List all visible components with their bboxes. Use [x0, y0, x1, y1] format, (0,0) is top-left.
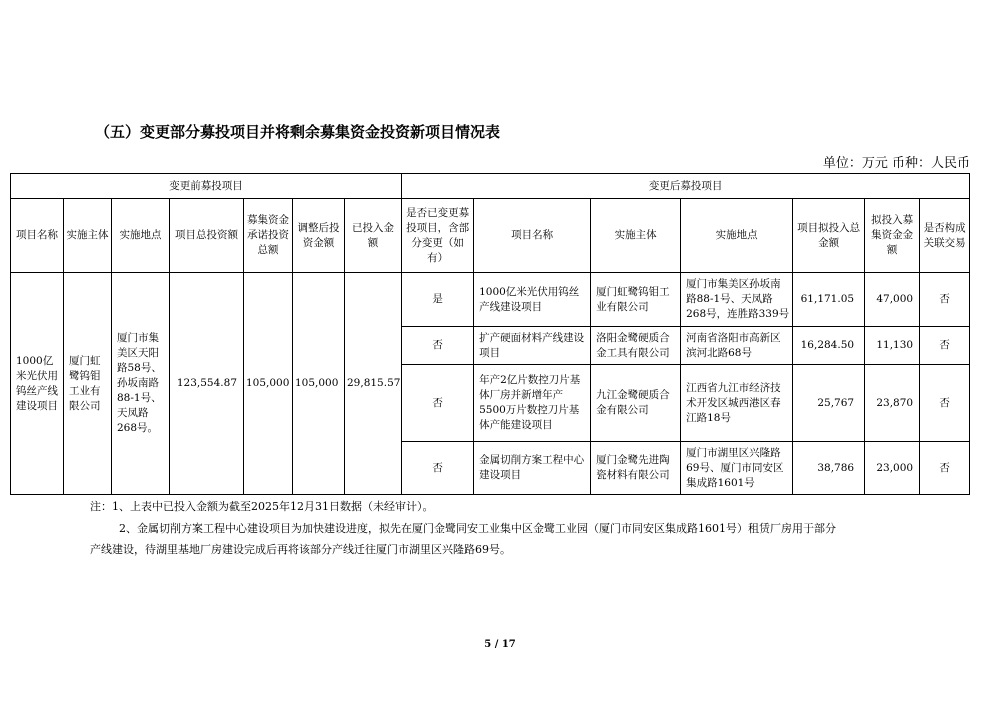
col-header: 募集资金承诺投资总额	[244, 199, 293, 273]
after-changed: 否	[402, 365, 474, 442]
before-committed-amount: 105,000	[244, 273, 293, 495]
after-changed: 否	[402, 327, 474, 365]
col-header: 调整后投资金额	[293, 199, 345, 273]
before-total-investment: 123,554.87	[170, 273, 244, 495]
before-adjusted-amount: 105,000	[293, 273, 345, 495]
after-location: 江西省九江市经济技术开发区城西港区春江路18号	[681, 365, 793, 442]
after-project-name: 1000亿米光伏用钨丝产线建设项目	[474, 273, 591, 327]
col-header: 是否已变更募投项目，含部分变更（如有）	[402, 199, 474, 273]
before-location: 厦门市集美区天阳路58号、孙坂南路88-1号、天凤路268号。	[112, 273, 170, 495]
after-related-transaction: 否	[920, 442, 970, 495]
col-header: 项目名称	[11, 199, 64, 273]
after-related-transaction: 否	[920, 273, 970, 327]
after-location: 厦门市湖里区兴隆路69号、厦门市同安区集成路1601号	[681, 442, 793, 495]
after-entity: 厦门虹鹭钨钼工业有限公司	[591, 273, 681, 327]
after-changed: 是	[402, 273, 474, 327]
before-invested-amount: 29,815.57	[345, 273, 402, 495]
after-entity: 九江金鹭硬质合金有限公司	[591, 365, 681, 442]
group-header-row	[11, 174, 970, 199]
footnote-1: 注：1、上表中已投入金额为截至2025年12月31日数据（未经审计）。	[90, 500, 434, 513]
after-entity: 洛阳金鹭硬质合金工具有限公司	[591, 327, 681, 365]
col-header: 项目拟投入总金额	[793, 199, 865, 273]
col-header: 拟投入募集资金金额	[865, 199, 920, 273]
after-project-name: 扩产硬面材料产线建设项目	[474, 327, 591, 365]
after-location: 厦门市集美区孙坂南路88-1号、天凤路268号，连胜路339号	[681, 273, 793, 327]
before-entity: 厦门虹鹭钨钼工业有限公司	[64, 273, 112, 495]
page-number: 5 / 17	[484, 639, 516, 650]
after-total-amount: 61,171.05	[793, 273, 865, 327]
col-header: 是否构成关联交易	[920, 199, 970, 273]
footnote-2: 2、金属切削方案工程中心建设项目为加快建设进度，拟先在厦门金鹭同安工业集中区金鹭工业园（厦门市同安区集成路1601号）租赁厂房用于部分	[119, 522, 836, 535]
after-total-amount: 38,786	[793, 442, 865, 495]
after-related-transaction: 否	[920, 365, 970, 442]
col-header: 实施地点	[681, 199, 793, 273]
after-related-transaction: 否	[920, 327, 970, 365]
before-project-name: 1000亿米光伏用钨丝产线建设项目	[11, 273, 64, 495]
col-header: 已投入金额	[345, 199, 402, 273]
after-fund-amount: 47,000	[865, 273, 920, 327]
table-title: （五）变更部分募投项目并将剩余募集资金投资新项目情况表	[95, 123, 501, 141]
after-total-amount: 16,284.50	[793, 327, 865, 365]
after-location: 河南省洛阳市高新区滨河北路68号	[681, 327, 793, 365]
after-project-name: 金属切削方案工程中心建设项目	[474, 442, 591, 495]
col-header: 实施主体	[64, 199, 112, 273]
after-fund-amount: 23,870	[865, 365, 920, 442]
col-header: 实施地点	[112, 199, 170, 273]
col-header: 项目名称	[474, 199, 591, 273]
after-fund-amount: 11,130	[865, 327, 920, 365]
col-header: 实施主体	[591, 199, 681, 273]
after-total-amount: 25,767	[793, 365, 865, 442]
after-fund-amount: 23,000	[865, 442, 920, 495]
footnote-2-continued: 产线建设，待湖里基地厂房建设完成后再将该部分产线迁往厦门市湖里区兴隆路69号。	[90, 543, 511, 556]
after-project-name: 年产2亿片数控刀片基体厂房并新增年产5500万片数控刀片基体产能建设项目	[474, 365, 591, 442]
after-changed: 否	[402, 442, 474, 495]
before-group-header: 变更前募投项目	[11, 174, 402, 199]
table-row	[11, 273, 970, 327]
after-group-header: 变更后募投项目	[402, 174, 970, 199]
col-header: 项目总投资额	[170, 199, 244, 273]
fundraising-change-table	[10, 173, 970, 495]
column-header-row	[11, 199, 970, 273]
unit-currency-line: 单位：万元 币种：人民币	[822, 156, 970, 171]
after-entity: 厦门金鹭先进陶瓷材料有限公司	[591, 442, 681, 495]
